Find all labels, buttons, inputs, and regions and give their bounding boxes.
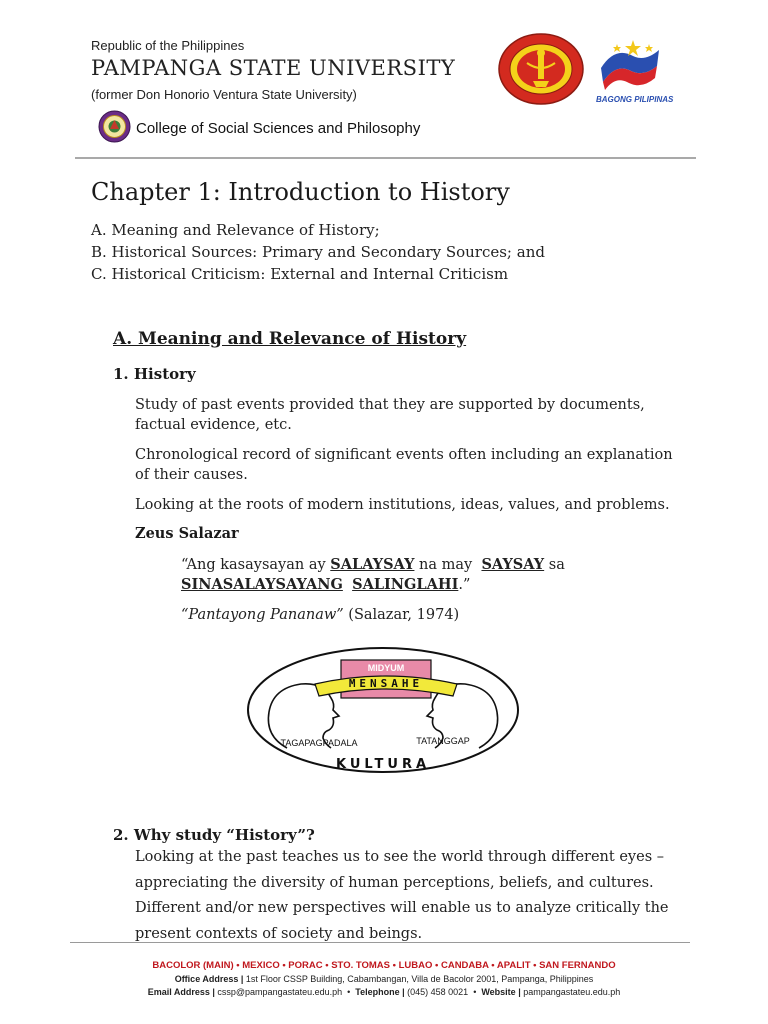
chapter-toc [91, 219, 545, 285]
email-label: Email Address | [147, 987, 215, 997]
website-value: pampangastateu.edu.ph [520, 987, 621, 997]
office-address [0, 974, 768, 984]
citation [181, 605, 459, 625]
paragraph-line: appreciating the diversity of human perceptions, beliefs, and cultures. [135, 874, 654, 891]
author-name: Zeus Salazar [135, 525, 239, 542]
footer-divider [70, 942, 690, 943]
quote-text: .” [458, 577, 471, 593]
office-value: 1st Floor CSSP Building, Cabambangan, Villa de Bacolor 2001, Pampanga, Philippines [243, 974, 594, 984]
kultura-label: KULTURA [335, 757, 431, 772]
citation-title: “Pantayong Pananaw” [181, 607, 344, 623]
quote-text [343, 577, 352, 593]
paragraph-line: Looking at the past teaches us to see the world through different eyes – [135, 849, 664, 865]
quote-keyword: SALINGLAHI [352, 576, 459, 593]
campus-list: BACOLOR (MAIN) • MEXICO • PORAC • STO. TOMAS • LUBAO • CANDABA • APALIT • SAN FERNANDO [152, 960, 616, 971]
toc-item: B. Historical Sources: Primary and Secondary Sources; and [91, 243, 545, 261]
salazar-quote [181, 555, 565, 595]
section-a-title: A. Meaning and Relevance of History [113, 329, 467, 349]
website-label: Website | [481, 987, 521, 997]
republic-text: Republic of the Philippines [91, 38, 245, 53]
paragraph-line: Different and/or new perspectives will enable us to analyze critically the [135, 900, 669, 916]
quote-text: “Ang kasaysayan ay [181, 557, 331, 573]
item-1-heading: 1. History [113, 365, 196, 383]
contact-line [0, 987, 768, 997]
mensahe-label: MENSAHE [348, 677, 424, 690]
college-seal-icon [98, 110, 131, 143]
sender-label: TAGAPAGPADALA [280, 738, 358, 748]
chapter-title: Chapter 1: Introduction to History [91, 178, 510, 206]
former-name: (former Don Honorio Ventura State University) [91, 87, 357, 102]
university-name: PAMPANGA STATE UNIVERSITY [91, 56, 456, 80]
communication-diagram [245, 640, 521, 780]
receiver-label: TATANGGAP [416, 736, 470, 746]
midyum-label: MIDYUM [367, 663, 405, 673]
university-seal-icon [497, 33, 585, 105]
bagong-pilipinas-logo-icon [593, 38, 669, 96]
telephone-label: Telephone | [355, 987, 405, 997]
quote-keyword: SAYSAY [481, 556, 545, 573]
office-label: Office Address | [174, 974, 244, 984]
paragraph: Chronological record of significant events often including an explanation of their causes. [135, 447, 673, 483]
telephone-value: (045) 458 0021 • [404, 987, 482, 997]
item-2-heading: 2. Why study “History”? [113, 826, 315, 844]
paragraph: Study of past events provided that they are supported by documents, factual evidence, etc. [135, 397, 645, 433]
quote-keyword: SALAYSAY [330, 556, 415, 573]
quote-keyword: SINASALAYSAYANG [181, 576, 343, 593]
college-name: College of Social Sciences and Philosophy [136, 120, 421, 137]
quote-text: na may [414, 557, 482, 573]
paragraph: Looking at the roots of modern institutions, ideas, values, and problems. [135, 497, 670, 513]
toc-item: A. Meaning and Relevance of History; [91, 221, 380, 239]
toc-item: C. Historical Criticism: External and Internal Criticism [91, 265, 509, 283]
email-value: cssp@pampangastateu.edu.ph • [214, 987, 356, 997]
quote-text: sa [544, 557, 565, 573]
citation-source: (Salazar, 1974) [343, 607, 460, 623]
paragraph-line: present contexts of society and beings. [135, 925, 423, 942]
bagong-pilipinas-label: BAGONG PILIPINAS [596, 95, 674, 104]
header-divider [75, 157, 696, 159]
item-2-body [135, 845, 669, 947]
